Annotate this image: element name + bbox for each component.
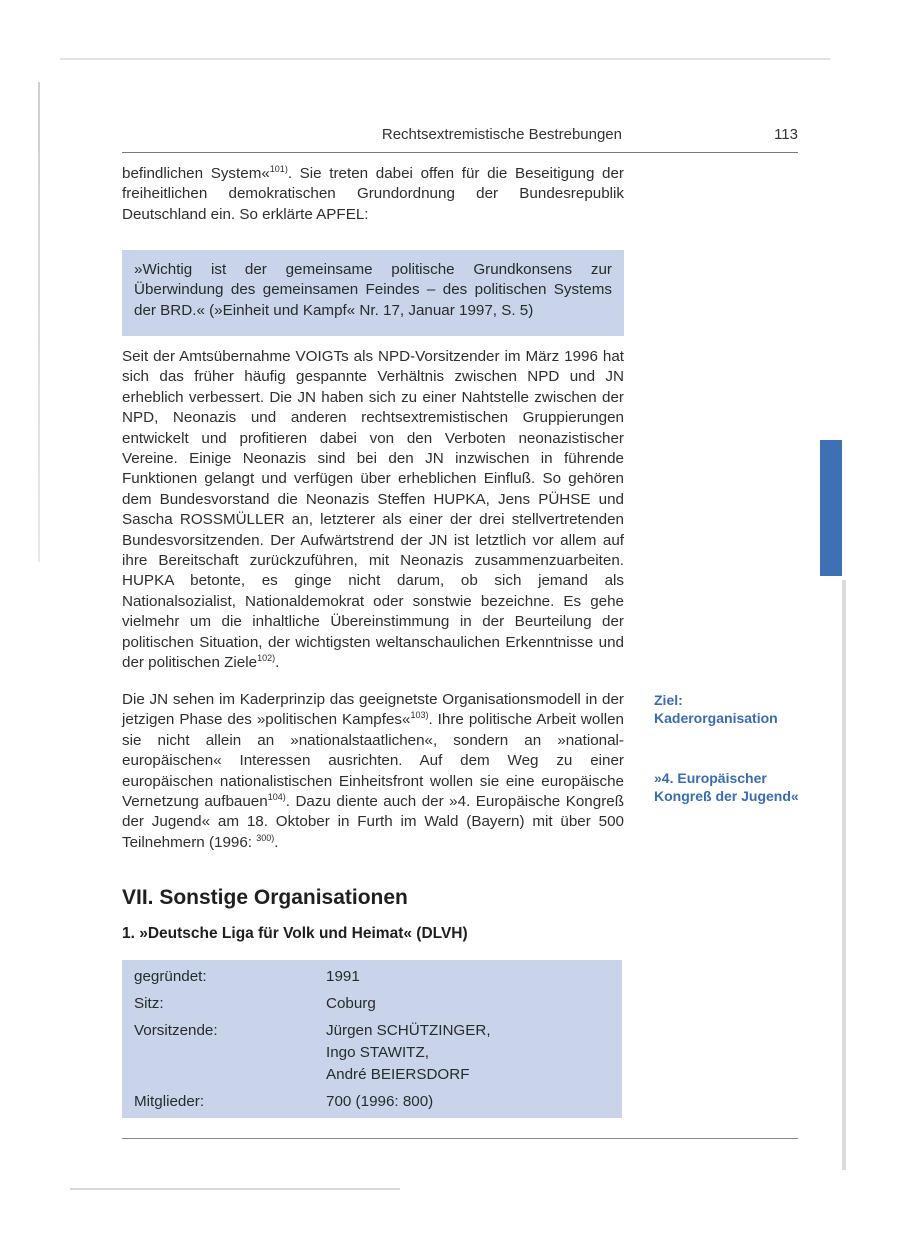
paragraph-jn-npd <box>122 347 624 674</box>
chair-1: Jürgen SCHÜTZINGER, <box>326 1022 491 1039</box>
paragraph-kaderprinzip <box>122 690 624 853</box>
paragraph-intro-text: befindlichen System«$^{101)}$. Sie treten dabei offen für die Beseitigung der freiheitlichen demokratischen Grundordnung der Bundesrepublik Deutschland ein. So erklärte APFEL: <box>122 163 624 223</box>
founded-label: gegründet: <box>134 968 207 985</box>
scan-edge-right <box>842 580 846 1170</box>
footnote-ref: 300) <box>256 832 275 843</box>
running-head <box>122 124 798 153</box>
scan-edge-left <box>38 82 40 562</box>
chair-2: Ingo STAWITZ, <box>326 1044 429 1061</box>
subsection-heading: 1. »Deutsche Liga für Volk und Heimat« (DLVH) <box>122 925 468 942</box>
margin-note-kongress: »4. Europäischer Kongreß der Jugend« <box>654 770 799 804</box>
margin-note-ziel: Ziel: Kaderorganisation <box>654 692 778 726</box>
paragraph-kaderprinzip-text: Die JN sehen im Kaderprinzip das geeignetste Organisationsmodell in der jetzigen Phase des »politischen Kampfes«$^{103)}$. Ihre politische Arbeit wollen sie nicht allein an »nationalstaatlichen«, sondern an »national-europäischen« Interessen ausrichten. Auf dem Weg zu einer europäischen nationalistischen Einheitsfront wollen sie eine europäische Vernetzung aufbauen$^{104)}$. Dazu diente auch der »4. Europäische Kongreß der Jugend« am 18. Oktober in Furth im Wald (Bayern) mit über 500 Teilnehmern (1996: $^{300)}$. <box>122 691 624 851</box>
members-label: Mitglieder: <box>134 1093 205 1110</box>
running-title: Rechtsextremistische Bestrebungen <box>381 126 622 143</box>
page-number: 113 <box>774 126 798 143</box>
footnote-ref: 104) <box>267 791 286 802</box>
scan-edge-bottom <box>70 1188 400 1190</box>
chair-3: André BEIERSDORF <box>326 1066 470 1083</box>
footnote-ref: 101) <box>269 163 288 174</box>
members-value: 700 (1996: 800) <box>326 1093 434 1110</box>
founded-value: 1991 <box>326 968 360 985</box>
scan-edge-top <box>60 58 830 60</box>
seat-label: Sitz: <box>134 995 164 1012</box>
footnote-ref: 103) <box>410 710 429 721</box>
quote-text: »Wichtig ist der gemeinsame politische Grundkonsens zur Überwindung des gemeinsamen Feindes – des politischen Systems der BRD.« (»Einheit und Kampf« Nr. 17, Januar 1997, S. 5) <box>134 261 612 319</box>
bottom-rule <box>122 1138 798 1139</box>
chairs-label: Vorsitzende: <box>134 1022 218 1039</box>
paragraph-jn-npd-text: Seit der Amtsübernahme VOIGTs als NPD-Vorsitzender im März 1996 hat sich das früher häufig gespannte Verhältnis zwischen NPD und JN erheblich verbessert. Die JN haben sich zu einer Nahtstelle zwischen der NPD, Neonazis und anderen rechtsextremistischen Gruppierungen entwickelt und profitieren dabei von den Verboten neonazistischer Vereine. Einige Neonazis sind bei den JN inzwischen in führende Funktionen gelangt und verfügen über erheblichen Einfluß. So gehören dem Bundesvorstand die Neonazis Steffen HUPKA, Jens PÜHSE und Sascha ROSSMÜLLER an, letzterer als einer der drei stellvertretenden Bundesvorsitzenden. Der Aufwärtstrend der JN ist letztlich vor allem auf ihre Bereitschaft zurückzuführen, mit Neonazis zusammenzuarbeiten. HUPKA betonte, es ginge nicht darum, ob sich jemand als Nationalsozialist, Nationaldemokrat oder sonstwie bezeichne. Es gehe vielmehr um die inhaltliche Übereinstimmung in der Beurteilung der politischen Situation, der wichtigsten weltanschaulichen Erkenntnisse und der politischen Ziele$^{102)}$. <box>122 348 624 672</box>
chapter-tab-marker <box>820 440 842 576</box>
fact-box <box>122 960 622 1118</box>
footnote-ref: 102) <box>257 653 276 664</box>
section-heading: VII. Sonstige Organisationen <box>122 886 408 909</box>
paragraph-intro <box>122 164 624 225</box>
quote-box <box>122 250 624 336</box>
seat-value: Coburg <box>326 995 376 1012</box>
